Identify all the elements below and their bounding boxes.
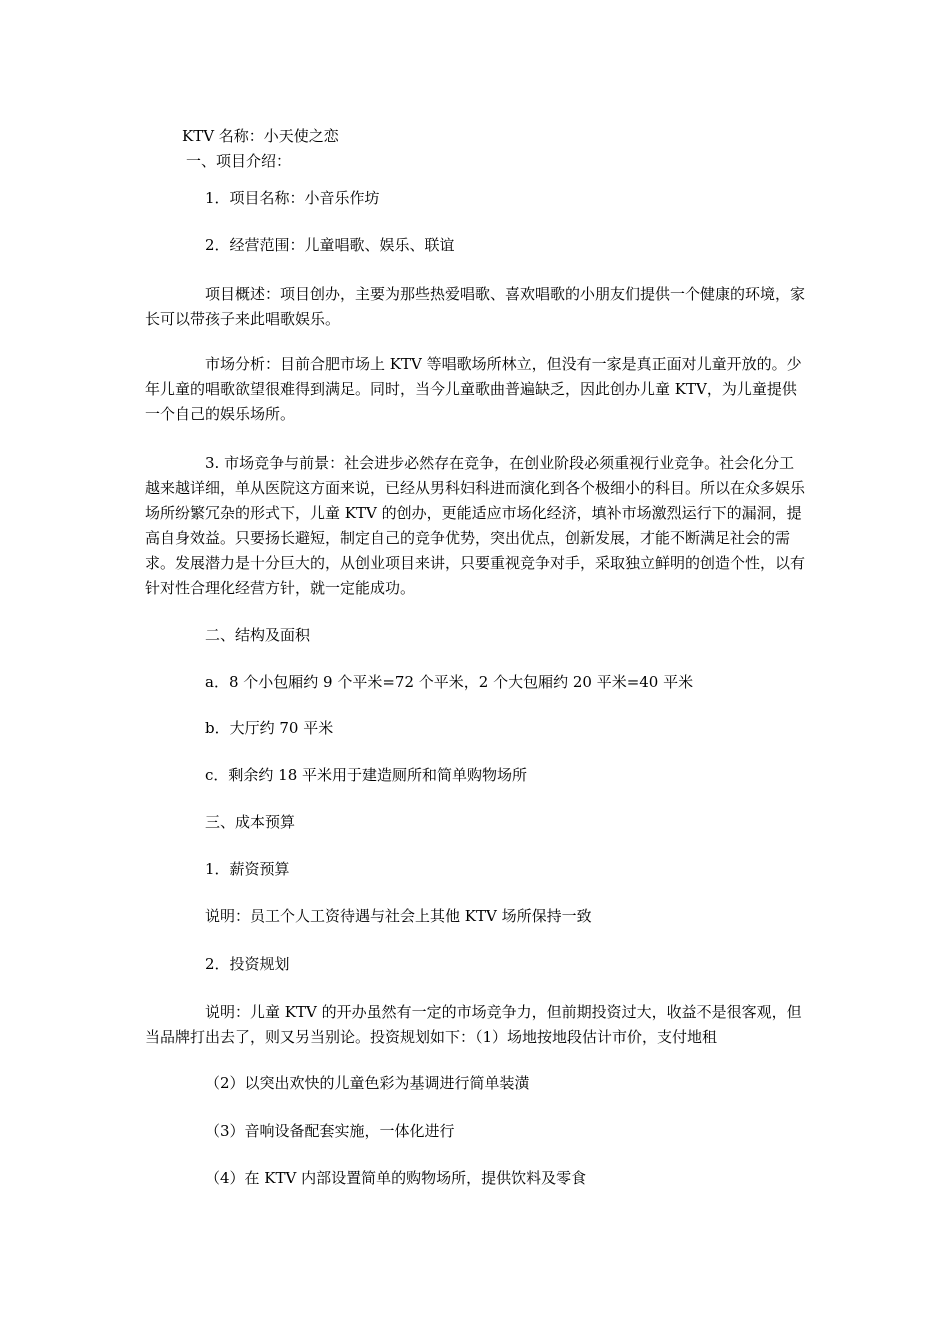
plan-item-2: （2）以突出欢快的儿童色彩为基调进行简单装潢 xyxy=(205,1074,530,1092)
area-a: a．8 个小包厢约 9 个平米=72 个平米，2 个大包厢约 20 平米=40 平米 xyxy=(205,673,694,691)
section-3-title: 三、成本预算 xyxy=(205,813,296,831)
item-business-scope: 2．经营范围：儿童唱歌、娱乐、联谊 xyxy=(205,236,455,254)
area-c: c．剩余约 18 平米用于建造厕所和简单购物场所 xyxy=(205,766,528,784)
salary-note: 说明：员工个人工资待遇与社会上其他 KTV 场所保持一致 xyxy=(205,907,592,925)
project-overview: 项目概述：项目创办，主要为那些热爱唱歌、喜欢唱歌的小朋友们提供一个健康的环境，家长可以带孩子来此唱歌娱乐。 xyxy=(145,285,806,328)
ktv-name: KTV 名称：小天使之恋 xyxy=(182,127,339,145)
plan-item-3: （3）音响设备配套实施，一体化进行 xyxy=(205,1122,455,1140)
section-1-title: 一、项目介绍： xyxy=(186,152,292,170)
market-competition: 3. 市场竞争与前景：社会进步必然存在竞争，在创业阶段必须重视行业竞争。社会化分工越来越详细，单从医院这方面来说，已经从男科妇科进而演化到各个极细小的科目。所以在众多娱乐场所纷繁冗杂的形式下，儿童 KTV 的创办，更能适应市场化经济，填补市场激烈运行下的漏洞，提高自身效益。只要扬长避短，制定自己的竞争优势，突出优点，创新发展，才能不断满足社会的需求。发展潜力是十分巨大的，从创业项目来讲，只要重视竞争对手，采取独立鲜明的创造个性，以有针对性合理化经营方针，就一定能成功。 xyxy=(145,454,806,597)
plan-item-4: （4）在 KTV 内部设置简单的购物场所，提供饮料及零食 xyxy=(205,1169,587,1187)
budget-salary: 1．薪资预算 xyxy=(205,860,290,878)
area-b: b．大厅约 70 平米 xyxy=(205,719,334,737)
budget-investment: 2．投资规划 xyxy=(205,955,290,973)
investment-note: 说明：儿童 KTV 的开办虽然有一定的市场竞争力，但前期投资过大，收益不是很客观，但当品牌打出去了，则又另当别论。投资规划如下：（1）场地按地段估计市价，支付地租 xyxy=(145,1003,802,1046)
item-project-name: 1．项目名称：小音乐作坊 xyxy=(205,189,380,207)
section-2-title: 二、结构及面积 xyxy=(205,626,311,644)
market-analysis: 市场分析：目前合肥市场上 KTV 等唱歌场所林立，但没有一家是真正面对儿童开放的。少年儿童的唱歌欲望很难得到满足。同时，当今儿童歌曲普遍缺乏，因此创办儿童 KTV，为儿童提供一个自己的娱乐场所。 xyxy=(145,355,802,423)
